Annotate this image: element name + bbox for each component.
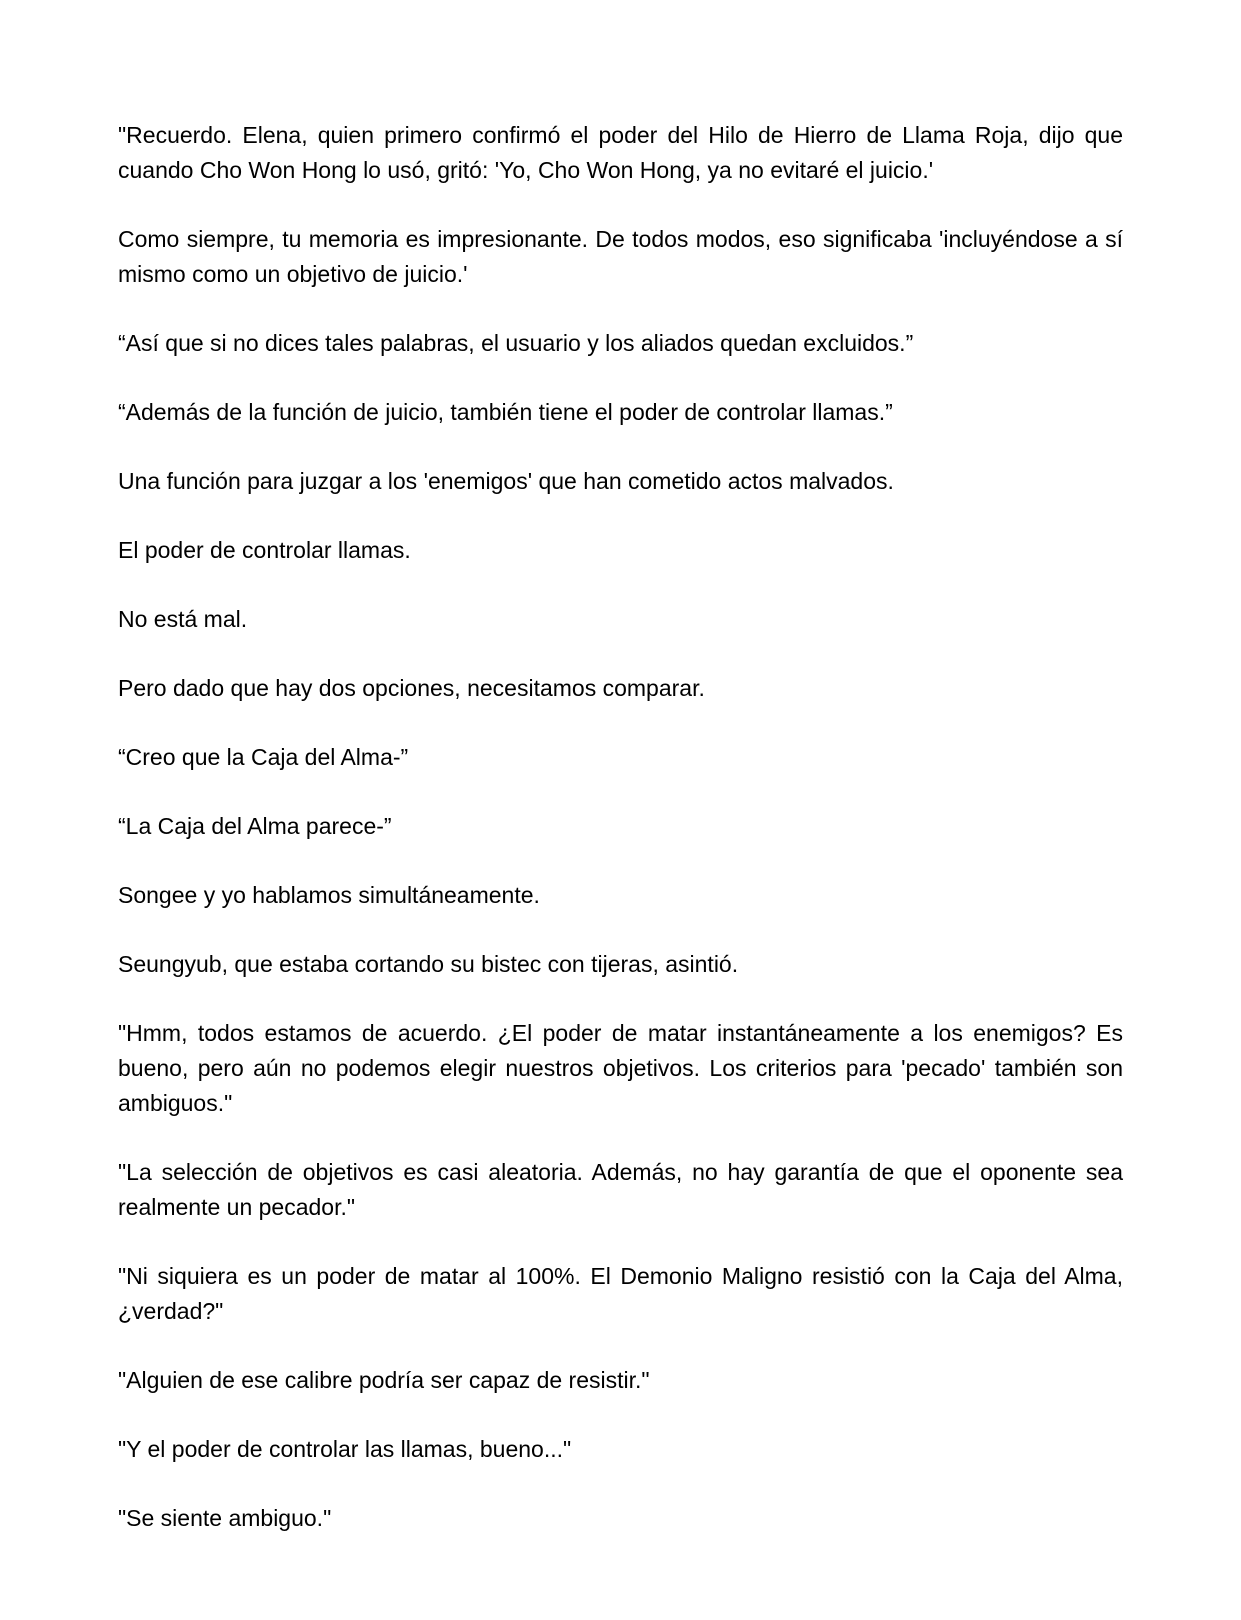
paragraph-11: Songee y yo hablamos simultáneamente. xyxy=(118,882,540,908)
paragraph-14: "La selección de objetivos es casi aleatoria. Además, no hay garantía de que el oponente sea realmente un pecador." xyxy=(118,1159,1123,1220)
document-body xyxy=(118,118,1123,1570)
paragraph-12: Seungyub, que estaba cortando su bistec con tijeras, asintió. xyxy=(118,951,739,977)
paragraph-4: “Además de la función de juicio, también tiene el poder de controlar llamas.” xyxy=(118,399,893,425)
paragraph-5: Una función para juzgar a los 'enemigos' que han cometido actos malvados. xyxy=(118,468,894,494)
paragraph-15: "Ni siquiera es un poder de matar al 100%. El Demonio Maligno resistió con la Caja del Alma, ¿verdad?" xyxy=(118,1263,1123,1324)
paragraph-7: No está mal. xyxy=(118,606,248,632)
paragraph-8: Pero dado que hay dos opciones, necesitamos comparar. xyxy=(118,675,705,701)
paragraph-1: "Recuerdo. Elena, quien primero confirmó el poder del Hilo de Hierro de Llama Roja, dijo que cuando Cho Won Hong lo usó, gritó: 'Yo, Cho Won Hong, ya no evitaré el juicio.' xyxy=(118,122,1123,183)
paragraph-10: “La Caja del Alma parece-” xyxy=(118,813,392,839)
paragraph-16: "Alguien de ese calibre podría ser capaz de resistir." xyxy=(118,1367,650,1393)
paragraph-9: “Creo que la Caja del Alma-” xyxy=(118,744,409,770)
paragraph-6: El poder de controlar llamas. xyxy=(118,537,411,563)
paragraph-17: "Y el poder de controlar las llamas, bueno..." xyxy=(118,1436,572,1462)
paragraph-13: "Hmm, todos estamos de acuerdo. ¿El poder de matar instantáneamente a los enemigos? Es bueno, pero aún no podemos elegir nuestros objetivos. Los criterios para 'pecado' también son ambiguos." xyxy=(118,1020,1123,1116)
paragraph-2: Como siempre, tu memoria es impresionante. De todos modos, eso significaba 'incluyéndose a sí mismo como un objetivo de juicio.' xyxy=(118,226,1123,287)
paragraph-18: "Se siente ambiguo." xyxy=(118,1505,332,1531)
paragraph-3: “Así que si no dices tales palabras, el usuario y los aliados quedan excluidos.” xyxy=(118,330,914,356)
